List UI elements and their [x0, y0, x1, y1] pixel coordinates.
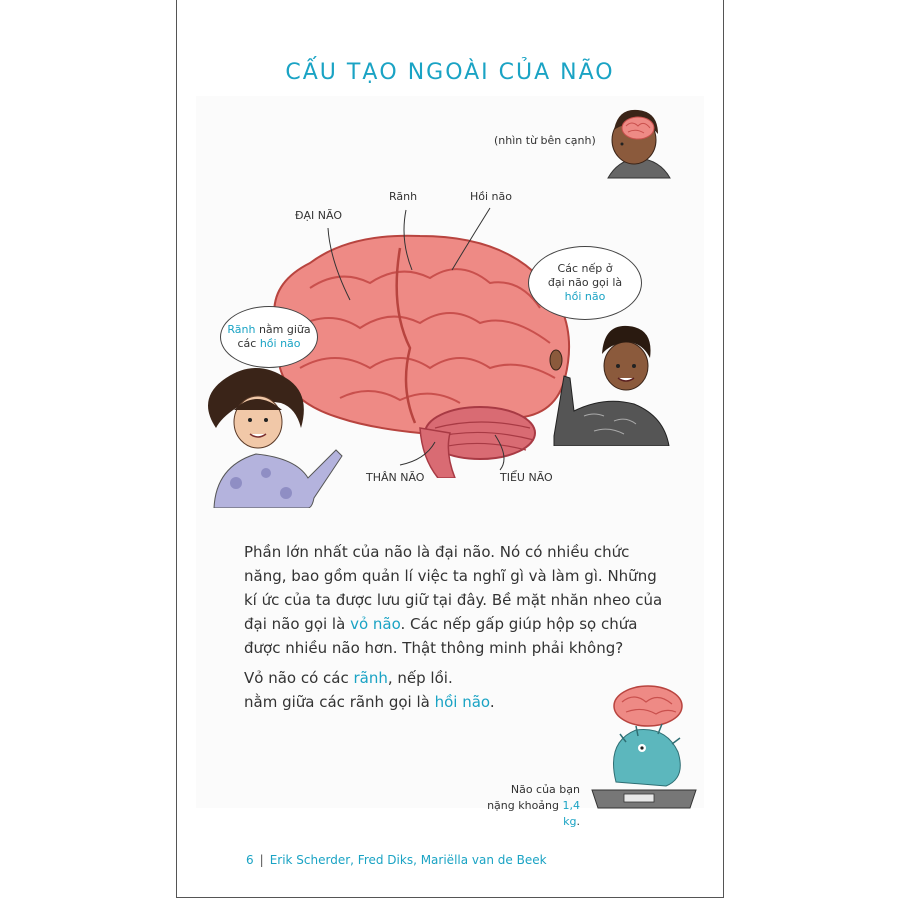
bubble-left-text2: các [237, 337, 260, 350]
label-ranh: Rãnh [389, 190, 418, 203]
bubble-left-hl1: Rãnh [227, 323, 256, 336]
bubble-right-line2: đại não gọi là [547, 276, 623, 289]
boy-illustration [534, 316, 674, 446]
bubble-right-line1: Các nếp ở [557, 262, 613, 275]
label-dai-nao: ĐẠI NÃO [295, 209, 343, 222]
page-title: CẤU TẠO NGOÀI CỦA NÃO [285, 60, 615, 85]
label-than-nao: THÂN NÃO [366, 471, 425, 484]
label-hoi-nao: Hồi não [470, 190, 512, 203]
term-hoi-nao: hồi não [434, 693, 490, 711]
weight-note-line1: Não của bạn [510, 783, 580, 796]
weight-note-line2-post: . [576, 815, 580, 828]
monster-scale-illustration [586, 682, 704, 812]
label-tieu-nao: TIỂU NÃO [500, 471, 553, 484]
bubble-left-text1: nằm giữa [255, 323, 311, 336]
weight-value: 1,4 kg [562, 799, 580, 828]
weight-note [476, 782, 580, 830]
authors: Erik Scherder, Fred Diks, Mariëlla van de Beek [269, 853, 547, 867]
paragraph-hoi-nao-b: . [489, 693, 495, 711]
paragraph-main-a: Phần lớn nhất của não là đại não. Nó có nhiều chức năng, bao gồm quản lí việc ta nghĩ gì và làm gì. Những kí ức của ta được lưu giữ tại đây. Bề mặt nhăn nheo của đại não gọi là [244, 543, 663, 633]
paragraph-main [244, 540, 664, 660]
bubble-left-hl2: hồi não [259, 337, 301, 350]
page-number: 6 [246, 853, 254, 867]
paragraph-ranh-b: , nếp lồi. [387, 669, 453, 687]
girl-illustration [196, 358, 346, 508]
paragraph-main-b: . Các nếp gấp giúp hộp sọ chứa được nhiều não hơn. Thật thông minh phải không? [244, 615, 638, 657]
speech-bubble-right [528, 246, 642, 320]
side-view-note: (nhìn từ bên cạnh) [494, 134, 596, 147]
paragraph-ranh-a: Vỏ não có các [244, 669, 354, 687]
bubble-right-line3: hồi não [564, 290, 606, 303]
term-vo-nao: vỏ não [350, 615, 401, 633]
boy-head-illustration [598, 100, 674, 180]
weight-note-line2-pre: nặng khoảng [487, 799, 563, 812]
paragraph-hoi-nao-a: nằm giữa các rãnh gọi là [244, 693, 435, 711]
term-ranh: rãnh [353, 669, 388, 687]
page-footer: 6 | Erik Scherder, Fred Diks, Mariëlla van de Beek [246, 853, 547, 867]
